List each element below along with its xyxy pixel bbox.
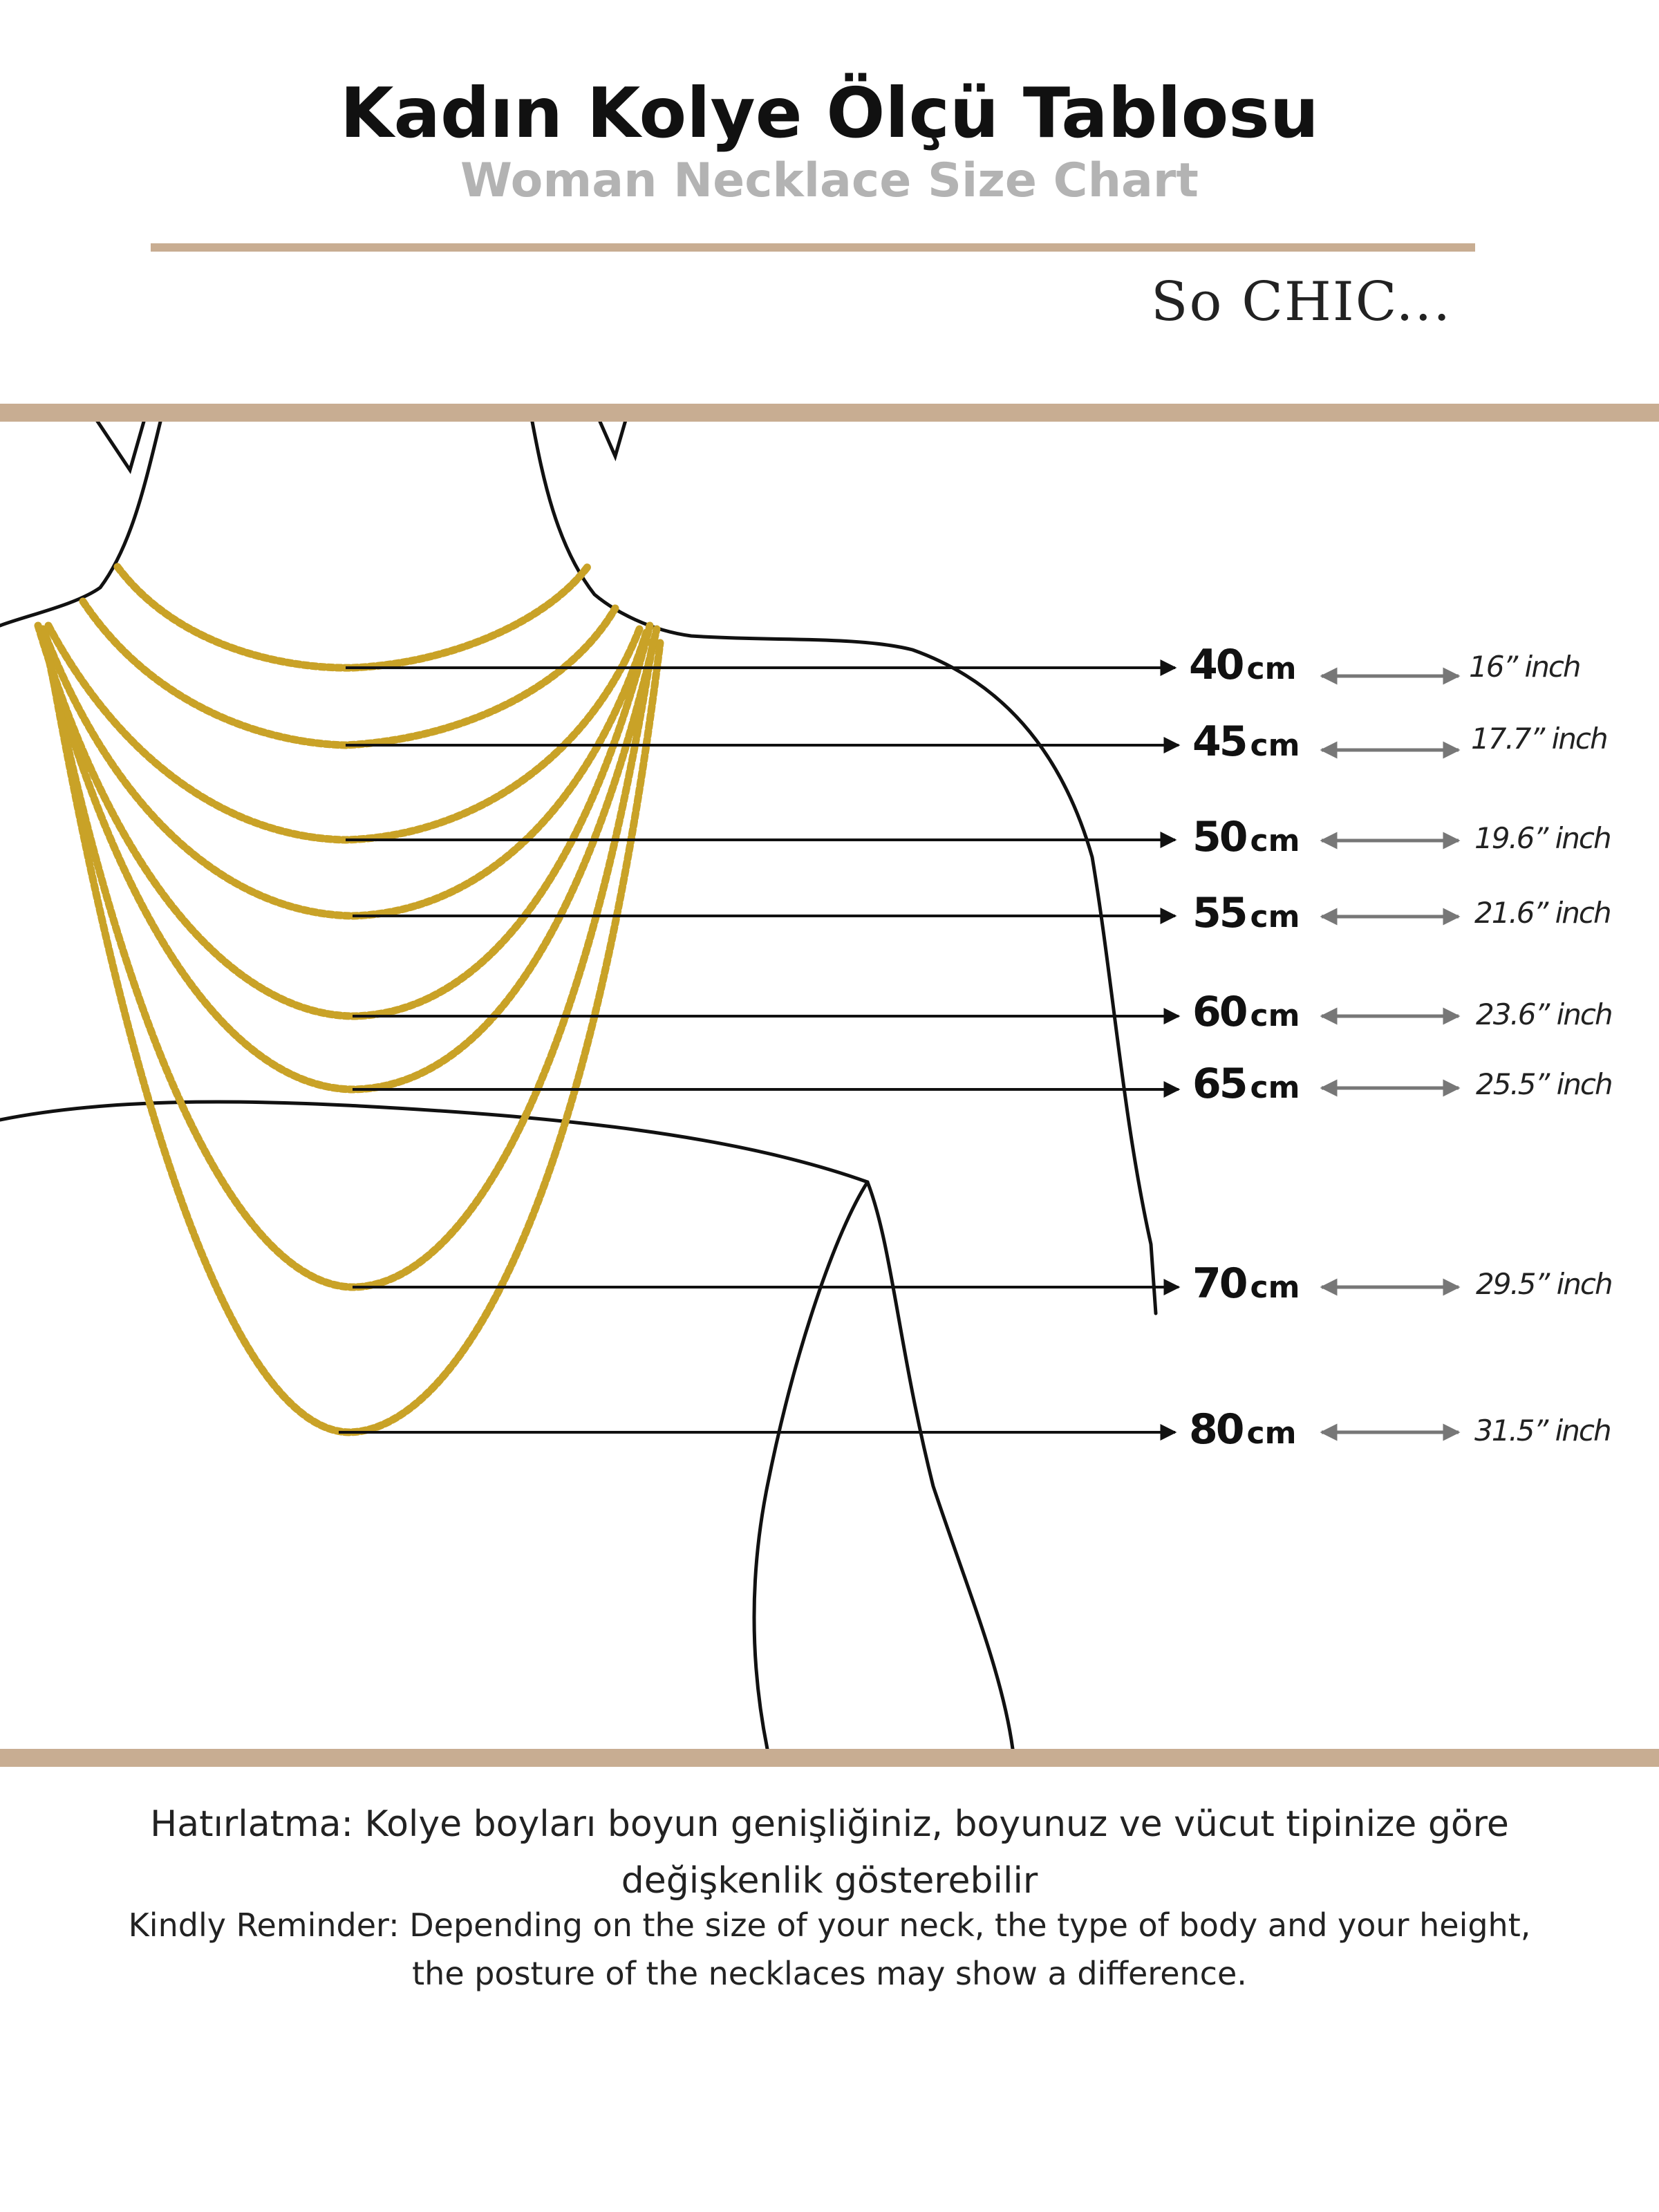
page-title: Kadın Kolye Ölçü Tablosu <box>339 73 1319 153</box>
measurement-lines <box>339 668 1179 1432</box>
size-label-60: 60 cm <box>1192 988 1300 1036</box>
reminder-english-line2: the posture of the necklaces may show a difference. <box>412 1955 1247 1992</box>
conversion-arrows <box>1322 676 1459 1432</box>
inch-label-60: 23.6” inch <box>1476 997 1612 1031</box>
inch-label-80: 31.5” inch <box>1474 1414 1611 1447</box>
inch-label-55: 21.6” inch <box>1474 896 1611 930</box>
brand-logo: So CHIC... <box>1151 271 1452 333</box>
chain-80 <box>45 632 660 1432</box>
size-label-80: 80 cm <box>1189 1405 1297 1454</box>
inch-label-70: 29.5” inch <box>1476 1267 1612 1301</box>
reminder-english-line1: Kindly Reminder: Depending on the size of your neck, the type of body and your height, <box>128 1906 1531 1944</box>
inch-label-65: 25.5” inch <box>1476 1067 1612 1101</box>
necklace-chains <box>38 567 660 1432</box>
reminder-turkish <box>0 1796 1659 1909</box>
chain-70 <box>43 629 653 1287</box>
chain-45 <box>83 601 615 745</box>
size-label-50: 50 cm <box>1192 813 1300 861</box>
inch-label-40: 16” inch <box>1469 650 1580 684</box>
chain-60 <box>38 626 650 1016</box>
reminder-english <box>0 1901 1659 1998</box>
size-label-65: 65 cm <box>1192 1060 1300 1108</box>
chain-40 <box>118 567 588 668</box>
size-label-45: 45 cm <box>1192 718 1300 766</box>
size-label-55: 55 cm <box>1192 889 1300 937</box>
bottom-band <box>0 1749 1659 1767</box>
inch-label-45: 17.7” inch <box>1471 722 1607 756</box>
reminder-turkish-line1: Hatırlatma: Kolye boyları boyun genişliğiniz, boyunuz ve vücut tipinize göre <box>150 1803 1509 1845</box>
header-divider <box>151 243 1475 252</box>
body-silhouette-diagram <box>0 422 1659 1749</box>
page-subtitle: Woman Necklace Size Chart <box>460 153 1199 208</box>
size-label-40: 40 cm <box>1189 641 1297 689</box>
top-band <box>0 404 1659 422</box>
inch-label-50: 19.6” inch <box>1474 821 1611 855</box>
reminder-turkish-line2: değişkenlik gösterebilir <box>621 1860 1038 1902</box>
size-label-70: 70 cm <box>1192 1259 1300 1308</box>
